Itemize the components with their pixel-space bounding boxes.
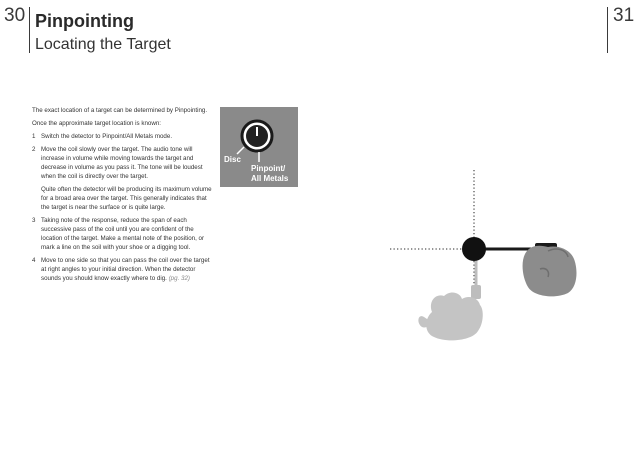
page-reference: (pg. 32) bbox=[168, 275, 190, 282]
pinpoint-label-line2: All Metals bbox=[251, 174, 289, 183]
step-number: 3 bbox=[32, 217, 36, 224]
step-text-wrapper bbox=[41, 256, 214, 283]
step-2 bbox=[32, 145, 214, 181]
disc-label: Disc bbox=[224, 155, 241, 164]
left-page-number: 30 bbox=[4, 5, 26, 26]
page-title: Pinpointing bbox=[35, 11, 134, 31]
step-number: 2 bbox=[32, 146, 36, 153]
grey-detector-icon bbox=[418, 255, 482, 340]
instructions-text bbox=[32, 106, 214, 287]
step-text: Move the coil slowly over the target. The audio tone will increase in volume while moving towards the target and decrease in volume as you pass it. The tone will be loudest when the coil is directly over the target. bbox=[41, 146, 203, 180]
lead-paragraph: Once the approximate target location is known: bbox=[32, 120, 161, 127]
step-number: 4 bbox=[32, 257, 36, 264]
step-number: 1 bbox=[32, 133, 36, 140]
step-4 bbox=[32, 256, 214, 283]
step-text: Taking note of the response, reduce the span of each successive pass of the coil until you are confident of the location of the target. Make a mental note of the position, or mark a line on the soil with your shoe or a digging tool. bbox=[41, 217, 205, 251]
step-1 bbox=[32, 132, 214, 141]
left-header-rule bbox=[29, 7, 30, 53]
dark-detector-icon bbox=[480, 243, 576, 296]
step-text: Switch the detector to Pinpoint/All Metals mode. bbox=[41, 133, 173, 140]
right-page-number: 31 bbox=[613, 5, 635, 26]
target-marker bbox=[462, 237, 486, 261]
step-text: Move to one side so that you can pass the coil over the target at right angles to your initial direction. When the detector sounds you should know exactly where to dig. bbox=[41, 257, 210, 282]
right-header-rule bbox=[607, 7, 608, 53]
pinpoint-crosshair-diagram bbox=[380, 165, 595, 355]
pinpoint-label-line1: Pinpoint/ bbox=[251, 164, 286, 173]
page-subtitle: Locating the Target bbox=[35, 36, 171, 53]
step-2-note: Quite often the detector will be producing its maximum volume for a broad area over the target. This generally indicates that the target is near the surface or is quite large. bbox=[41, 186, 212, 211]
intro-paragraph: The exact location of a target can be determined by Pinpointing. bbox=[32, 107, 208, 114]
step-3 bbox=[32, 216, 214, 252]
mode-knob-illustration bbox=[220, 107, 298, 187]
